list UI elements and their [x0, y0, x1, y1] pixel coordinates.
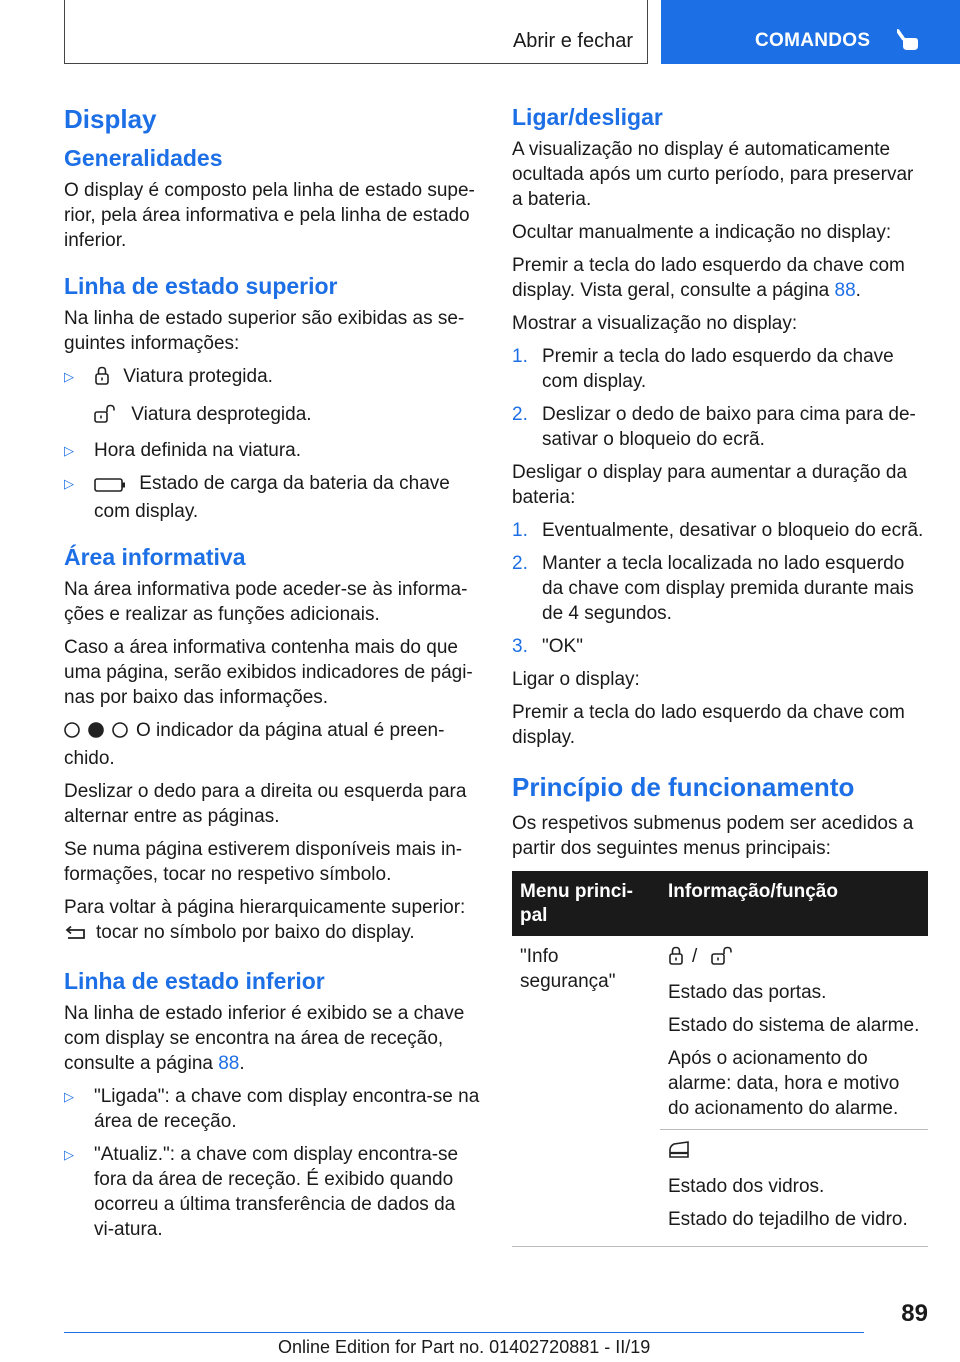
list-item: 1. Eventualmente, desativar o bloqueio do ecrã. [512, 520, 924, 541]
steps-turn-off [512, 518, 928, 659]
steps-show-display [512, 344, 928, 452]
list-item: 2. Deslizar o dedo de baixo para cima para de-sativar o bloqueio do ecrã. [512, 404, 916, 450]
item-vehicle-unprotected: Viatura desprotegida. [131, 404, 312, 425]
info-glass-roof: Estado do tejadilho de vidro. [668, 1209, 908, 1230]
item-time: Hora definida na viatura. [94, 440, 302, 461]
page-dots-icon [64, 721, 128, 746]
ligar-p3: Premir a tecla do lado esquerdo da chave com display. Vista geral, consulte a página 88. [512, 255, 905, 301]
back-instruction-text: tocar no símbolo por baixo do display. [96, 922, 415, 943]
heading-linha-superior: Linha de estado superior [64, 273, 338, 299]
area-informativa-p1: Na área informativa pode aceder-se às informa-ções e realizar as funções adicionais. [64, 579, 468, 625]
back-arrow-icon [64, 923, 88, 948]
list-item [64, 438, 480, 463]
area-informativa-p7 [64, 920, 480, 948]
list-item: 2. Manter a tecla localizada no lado esquerdo da chave com display premida durante mais de 4 segundos. [512, 553, 914, 624]
window-icon-row [668, 1138, 920, 1166]
left-column [64, 96, 480, 1252]
item-ligada: "Ligada": a chave com display encontra-se na área de receção. [94, 1086, 480, 1132]
window-icon [668, 1141, 690, 1166]
linha-superior-list [64, 364, 480, 392]
triangle-bullet-icon: ▷ [64, 1089, 74, 1104]
linha-inferior-list [64, 1084, 480, 1242]
list-item [64, 1142, 480, 1242]
area-informativa-p5: Se numa página estiverem disponíveis mais in-formações, tocar no respetivo símbolo. [64, 839, 463, 885]
info-cell [660, 936, 928, 1247]
heading-linha-inferior: Linha de estado inferior [64, 968, 325, 994]
heading-principio: Princípio de funcionamento [512, 772, 855, 802]
ligar-p5: Desligar o display para aumentar a duração da bateria: [512, 462, 908, 508]
area-informativa-p3 [64, 718, 480, 771]
header-section-title: Abrir e fechar [512, 30, 633, 52]
item-atualiz: "Atualiz.": a chave com display encontra-se fora da área de receção. É exibido quando ocorreu a última transferência de dados da vi-atura. [94, 1144, 459, 1240]
triangle-bullet-icon: ▷ [64, 1147, 74, 1162]
footer-divider [64, 1332, 864, 1333]
lock-open-icon [94, 404, 118, 430]
list-item-continuation [64, 402, 480, 430]
principio-p1: Os respetivos submenus podem ser acedidos a partir dos seguintes menus principais: [512, 813, 914, 859]
page-indicator-text: O indicador da página atual é preen-chido. [64, 720, 445, 769]
col-header-menu: Menu princi-pal [512, 871, 660, 936]
col-header-info: Informação/função [660, 871, 928, 936]
info-subrow-windows [660, 1129, 928, 1232]
menu-table [512, 871, 928, 1247]
page-number: 89 [901, 1300, 928, 1327]
pointing-hand-icon [897, 26, 921, 57]
linha-inferior-p1: Na linha de estado inferior é exibido se a chave com display se encontra na área de receção, consulte a página 88. [64, 1003, 465, 1074]
lock-open-icon [711, 946, 735, 972]
item-battery: Estado de carga da bateria da chave com display. [94, 473, 450, 522]
ligar-p6: Ligar o display: [512, 669, 640, 690]
triangle-bullet-icon: ▷ [64, 369, 74, 384]
separator-slash: / [692, 946, 698, 967]
header-chapter-box [661, 0, 960, 64]
right-column [512, 96, 928, 1247]
lock-closed-icon [94, 366, 110, 392]
area-informativa-p4: Deslizar o dedo para a direita ou esquerda para alternar entre as páginas. [64, 781, 467, 827]
heading-area-informativa: Área informativa [64, 544, 246, 570]
triangle-bullet-icon: ▷ [64, 476, 74, 491]
list-item [64, 471, 480, 524]
list-item: 1. Premir a tecla do lado esquerdo da chave com display. [512, 346, 894, 392]
info-alarm: Estado do sistema de alarme. [668, 1015, 920, 1036]
generalidades-text: O display é composto pela linha de estado supe-rior, pela área informativa e pela linha de estado inferior. [64, 180, 475, 251]
info-doors: Estado das portas. [668, 982, 827, 1003]
list-item [64, 1084, 480, 1134]
footer-edition: Online Edition for Part no. 01402720881 - II/19 [278, 1337, 651, 1357]
table-row [512, 936, 928, 1247]
info-windows: Estado dos vidros. [668, 1176, 825, 1197]
linha-superior-list-2 [64, 438, 480, 524]
key-battery-icon [94, 474, 126, 499]
lock-closed-icon [668, 946, 684, 972]
info-alarm-trigger: Após o acionamento do alarme: data, hora e motivo do acionamento do alarme. [668, 1048, 900, 1119]
page-title: Display [64, 104, 157, 134]
area-informativa-p6: Para voltar à página hierarquicamente superior: [64, 897, 466, 918]
linha-superior-intro: Na linha de estado superior são exibidas as se-guintes informações: [64, 308, 465, 354]
triangle-bullet-icon: ▷ [64, 443, 74, 458]
ligar-p1: A visualização no display é automaticamente ocultada após um curto período, para preservar a bateria. [512, 139, 914, 210]
list-item: 3. "OK" [512, 636, 583, 657]
ligar-p2: Ocultar manualmente a indicação no display: [512, 222, 892, 243]
heading-generalidades: Generalidades [64, 145, 223, 171]
page-link[interactable]: 88 [218, 1053, 240, 1074]
ligar-p7: Premir a tecla do lado esquerdo da chave com display. [512, 702, 905, 748]
area-informativa-p2: Caso a área informativa contenha mais do que uma página, serão exibidos indicadores de pági-nas por baixo das informações. [64, 637, 473, 708]
ligar-p4: Mostrar a visualização no display: [512, 313, 798, 334]
page-link[interactable]: 88 [834, 280, 856, 301]
header-section-box [64, 0, 648, 64]
item-vehicle-protected: Viatura protegida. [123, 366, 273, 387]
list-item [64, 364, 480, 392]
lock-icons-row [668, 944, 920, 972]
heading-ligar-desligar: Ligar/desligar [512, 104, 663, 130]
header-chapter-title: COMANDOS [755, 30, 871, 51]
menu-cell: "Info segurança" [512, 936, 660, 1247]
